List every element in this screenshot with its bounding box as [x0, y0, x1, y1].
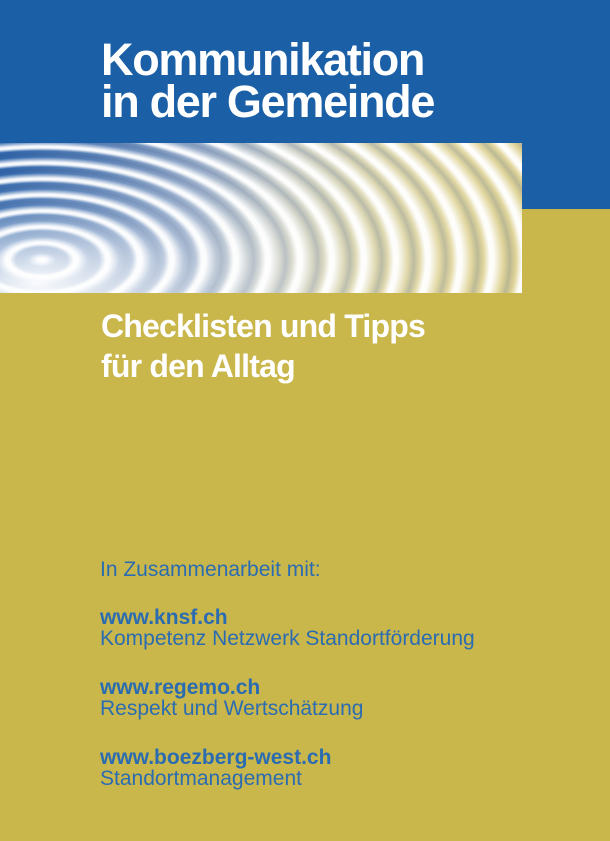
page-subtitle: [101, 306, 425, 386]
ripple-waves-image: [0, 143, 522, 293]
page-title-line2: in der Gemeinde: [101, 76, 435, 127]
partner-url-boezberg[interactable]: www.boezberg-west.ch: [100, 746, 332, 769]
partner-item-regemo: [100, 677, 475, 719]
header-blue-band: [0, 0, 610, 143]
partner-description-boezberg: Standortmanagement: [100, 767, 302, 790]
partner-item-knsf: [100, 607, 475, 649]
partners-section: [100, 559, 475, 817]
page-title-line1: Kommunikation: [101, 34, 425, 85]
page-subtitle-line1: Checklisten und Tipps: [101, 308, 425, 344]
page-subtitle-line2: für den Alltag: [101, 348, 295, 384]
partner-url-knsf[interactable]: www.knsf.ch: [100, 606, 228, 629]
partner-description-regemo: Respekt und Wertschätzung: [100, 697, 364, 720]
partners-heading: In Zusammenarbeit mit:: [100, 558, 321, 581]
partner-item-boezberg: [100, 747, 475, 789]
partner-description-knsf: Kompetenz Netzwerk Standortförderung: [100, 627, 475, 650]
page-title: [101, 34, 435, 127]
header-blue-corner-block: [522, 143, 610, 209]
partner-url-regemo[interactable]: www.regemo.ch: [100, 676, 261, 699]
